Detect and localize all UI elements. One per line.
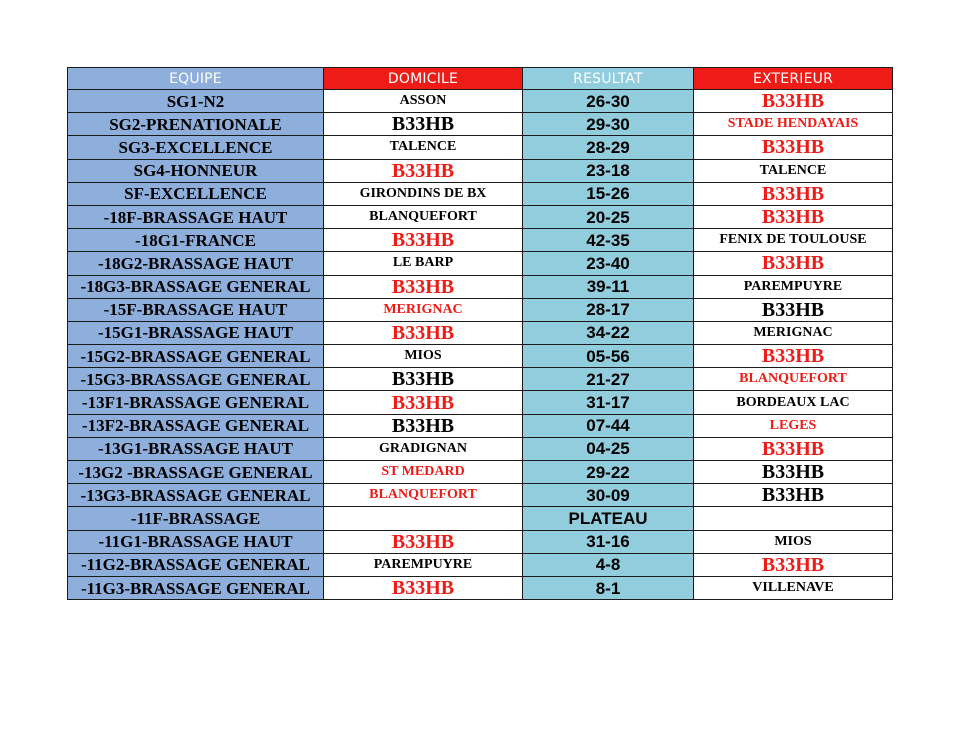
cell-domicile (324, 507, 523, 530)
cell-domicile: MERIGNAC (324, 298, 523, 321)
cell-resultat: 28-29 (523, 136, 694, 159)
table-row (68, 229, 893, 252)
header-row (68, 68, 893, 90)
cell-domicile: B33HB (324, 229, 523, 252)
cell-domicile: B33HB (324, 321, 523, 344)
cell-exterieur: LEGES (694, 414, 893, 437)
cell-exterieur: TALENCE (694, 159, 893, 182)
cell-equipe: SF-EXCELLENCE (68, 182, 324, 205)
cell-exterieur: B33HB (694, 90, 893, 113)
cell-equipe: SG1-N2 (68, 90, 324, 113)
cell-domicile: GIRONDINS DE BX (324, 182, 523, 205)
cell-resultat: 23-18 (523, 159, 694, 182)
cell-equipe: -13G2 -BRASSAGE GENERAL (68, 461, 324, 484)
cell-exterieur: B33HB (694, 553, 893, 576)
table-row (68, 90, 893, 113)
cell-exterieur: B33HB (694, 437, 893, 460)
table-row (68, 437, 893, 460)
cell-resultat: 04-25 (523, 437, 694, 460)
header-resultat: RESULTAT (523, 68, 694, 90)
cell-exterieur: B33HB (694, 298, 893, 321)
cell-equipe: -15G3-BRASSAGE GENERAL (68, 368, 324, 391)
cell-resultat: 29-22 (523, 461, 694, 484)
table-row (68, 414, 893, 437)
cell-equipe: SG2-PRENATIONALE (68, 113, 324, 136)
table-row (68, 159, 893, 182)
cell-domicile: B33HB (324, 414, 523, 437)
cell-exterieur: MERIGNAC (694, 321, 893, 344)
table-row (68, 321, 893, 344)
table-row (68, 252, 893, 275)
header-equipe: EQUIPE (68, 68, 324, 90)
cell-domicile: B33HB (324, 576, 523, 599)
cell-equipe: -18G3-BRASSAGE GENERAL (68, 275, 324, 298)
cell-equipe: -13G1-BRASSAGE HAUT (68, 437, 324, 460)
table-row (68, 507, 893, 530)
cell-resultat: 26-30 (523, 90, 694, 113)
table-row (68, 205, 893, 228)
table-row (68, 484, 893, 507)
cell-domicile: B33HB (324, 159, 523, 182)
table-row (68, 275, 893, 298)
cell-equipe: -18F-BRASSAGE HAUT (68, 205, 324, 228)
cell-resultat: 23-40 (523, 252, 694, 275)
results-table (67, 67, 893, 600)
cell-equipe: -13G3-BRASSAGE GENERAL (68, 484, 324, 507)
cell-resultat: 4-8 (523, 553, 694, 576)
cell-exterieur: B33HB (694, 252, 893, 275)
cell-resultat: 31-17 (523, 391, 694, 414)
cell-exterieur: STADE HENDAYAIS (694, 113, 893, 136)
cell-resultat: PLATEAU (523, 507, 694, 530)
cell-exterieur: BORDEAUX LAC (694, 391, 893, 414)
cell-equipe: -11G2-BRASSAGE GENERAL (68, 553, 324, 576)
cell-resultat: 29-30 (523, 113, 694, 136)
cell-equipe: -13F1-BRASSAGE GENERAL (68, 391, 324, 414)
cell-exterieur: B33HB (694, 461, 893, 484)
cell-domicile: PAREMPUYRE (324, 553, 523, 576)
cell-exterieur: B33HB (694, 205, 893, 228)
table-row (68, 345, 893, 368)
cell-equipe: -15F-BRASSAGE HAUT (68, 298, 324, 321)
header-exterieur: EXTERIEUR (694, 68, 893, 90)
cell-equipe: SG4-HONNEUR (68, 159, 324, 182)
cell-resultat: 34-22 (523, 321, 694, 344)
table-row (68, 368, 893, 391)
cell-resultat: 42-35 (523, 229, 694, 252)
cell-domicile: LE BARP (324, 252, 523, 275)
header-domicile: DOMICILE (324, 68, 523, 90)
cell-exterieur: PAREMPUYRE (694, 275, 893, 298)
cell-domicile: B33HB (324, 391, 523, 414)
cell-equipe: -18G1-FRANCE (68, 229, 324, 252)
cell-exterieur: B33HB (694, 345, 893, 368)
cell-domicile: ASSON (324, 90, 523, 113)
cell-domicile: MIOS (324, 345, 523, 368)
cell-exterieur: BLANQUEFORT (694, 368, 893, 391)
cell-equipe: SG3-EXCELLENCE (68, 136, 324, 159)
cell-domicile: B33HB (324, 113, 523, 136)
cell-exterieur: VILLENAVE (694, 576, 893, 599)
cell-resultat: 20-25 (523, 205, 694, 228)
cell-resultat: 30-09 (523, 484, 694, 507)
table-row (68, 530, 893, 553)
cell-equipe: -15G1-BRASSAGE HAUT (68, 321, 324, 344)
cell-resultat: 31-16 (523, 530, 694, 553)
cell-domicile: BLANQUEFORT (324, 484, 523, 507)
table-row (68, 576, 893, 599)
cell-equipe: -13F2-BRASSAGE GENERAL (68, 414, 324, 437)
table-row (68, 553, 893, 576)
cell-resultat: 15-26 (523, 182, 694, 205)
cell-equipe: -15G2-BRASSAGE GENERAL (68, 345, 324, 368)
cell-resultat: 05-56 (523, 345, 694, 368)
cell-equipe: -11F-BRASSAGE (68, 507, 324, 530)
cell-domicile: ST MEDARD (324, 461, 523, 484)
cell-domicile: BLANQUEFORT (324, 205, 523, 228)
cell-resultat: 28-17 (523, 298, 694, 321)
cell-equipe: -11G1-BRASSAGE HAUT (68, 530, 324, 553)
cell-exterieur (694, 507, 893, 530)
table-row (68, 298, 893, 321)
cell-equipe: -11G3-BRASSAGE GENERAL (68, 576, 324, 599)
cell-domicile: TALENCE (324, 136, 523, 159)
cell-resultat: 07-44 (523, 414, 694, 437)
table-row (68, 113, 893, 136)
cell-domicile: B33HB (324, 530, 523, 553)
table-row (68, 136, 893, 159)
cell-exterieur: B33HB (694, 182, 893, 205)
table-row (68, 391, 893, 414)
cell-exterieur: B33HB (694, 484, 893, 507)
cell-equipe: -18G2-BRASSAGE HAUT (68, 252, 324, 275)
cell-domicile: GRADIGNAN (324, 437, 523, 460)
table-row (68, 182, 893, 205)
cell-resultat: 8-1 (523, 576, 694, 599)
cell-resultat: 39-11 (523, 275, 694, 298)
cell-domicile: B33HB (324, 368, 523, 391)
cell-exterieur: MIOS (694, 530, 893, 553)
table-row (68, 461, 893, 484)
cell-exterieur: B33HB (694, 136, 893, 159)
cell-resultat: 21-27 (523, 368, 694, 391)
cell-domicile: B33HB (324, 275, 523, 298)
cell-exterieur: FENIX DE TOULOUSE (694, 229, 893, 252)
